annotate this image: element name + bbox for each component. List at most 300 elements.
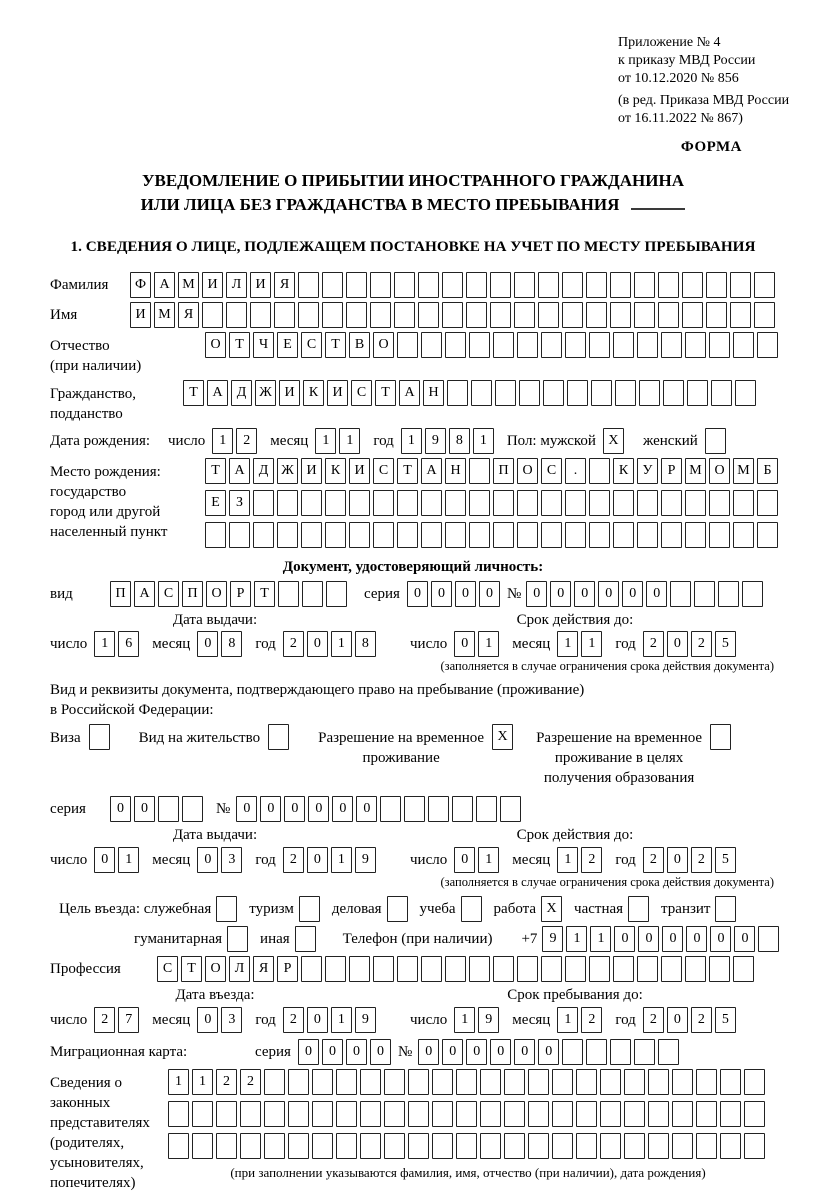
char-box: 2: [643, 1007, 664, 1033]
char-box: И: [250, 272, 271, 298]
char-box: 1: [473, 428, 494, 454]
permit-number-cells: [236, 796, 524, 822]
char-box: 2: [691, 847, 712, 873]
doc-dates: Дата выдачи: число 1 6 месяц 0 8 год 2 0 1 8 Срок действия до: число 0 1 месяц 1 1 год 2 0 2 5: [50, 611, 776, 658]
char-box: [709, 522, 730, 548]
char-box: [205, 522, 226, 548]
char-box: 0: [538, 1039, 559, 1065]
char-box: [158, 796, 179, 822]
char-box: [586, 272, 607, 298]
char-box: [326, 581, 347, 607]
purpose-other-checkbox: [295, 926, 319, 952]
purpose-study-checkbox: [461, 896, 485, 922]
doc-valid-day-cells: [454, 631, 502, 657]
char-box: 0: [454, 631, 475, 657]
char-box: [325, 490, 346, 516]
char-box: [476, 796, 497, 822]
profession-label: Профессия: [50, 961, 121, 977]
field-representatives: [50, 1069, 776, 1193]
char-box: [397, 332, 418, 358]
doc-valid-month-cells: [557, 631, 605, 657]
doc-kind-cells: [110, 581, 350, 607]
char-box: [706, 302, 727, 328]
char-box: М: [685, 458, 706, 484]
char-box: 2: [216, 1069, 237, 1095]
representatives-row2-cells: [168, 1101, 768, 1127]
char-box: 5: [715, 847, 736, 873]
char-box: Б: [757, 458, 778, 484]
entry-month-cells: [197, 1007, 245, 1033]
char-box: 0: [598, 581, 619, 607]
char-box: Я: [253, 956, 274, 982]
char-box: [447, 380, 468, 406]
char-box: [466, 272, 487, 298]
char-box: А: [229, 458, 250, 484]
char-box: [469, 458, 490, 484]
char-box: [418, 272, 439, 298]
char-box: П: [110, 581, 131, 607]
char-box: [615, 380, 636, 406]
char-box: 1: [168, 1069, 189, 1095]
char-box: [493, 332, 514, 358]
option-visa: Виза: [50, 724, 113, 750]
patronymic-label: Отчество (при наличии): [50, 337, 142, 374]
char-box: [216, 1133, 237, 1159]
field-permit-series-number: [50, 796, 776, 822]
patronymic-cells: [205, 332, 781, 358]
char-box: 0: [454, 847, 475, 873]
field-citizenship: [50, 380, 776, 424]
char-box: [710, 724, 731, 750]
stay-month-cells: [557, 1007, 605, 1033]
char-box: 9: [355, 847, 376, 873]
char-box: Е: [277, 332, 298, 358]
char-box: Т: [375, 380, 396, 406]
char-box: [517, 522, 538, 548]
sex-female-checkbox: [705, 428, 729, 454]
char-box: [456, 1133, 477, 1159]
field-migration-card: [50, 1039, 776, 1065]
char-box: 9: [425, 428, 446, 454]
blank-underline: [631, 194, 685, 210]
char-box: [168, 1133, 189, 1159]
char-box: Т: [205, 458, 226, 484]
char-box: [661, 522, 682, 548]
char-box: [517, 956, 538, 982]
char-box: [744, 1069, 765, 1095]
char-box: [490, 302, 511, 328]
doc-valid-year-cells: [643, 631, 739, 657]
char-box: [696, 1069, 717, 1095]
char-box: А: [421, 458, 442, 484]
char-box: [301, 490, 322, 516]
purpose-official-checkbox: [216, 896, 240, 922]
char-box: 0: [490, 1039, 511, 1065]
char-box: 0: [298, 1039, 319, 1065]
char-box: [432, 1069, 453, 1095]
permit-issue-year-cells: [283, 847, 379, 873]
field-surname: [50, 272, 776, 298]
char-box: [500, 796, 521, 822]
char-box: [182, 796, 203, 822]
char-box: [432, 1133, 453, 1159]
purpose-other-label: иная: [260, 931, 290, 947]
char-box: [504, 1133, 525, 1159]
char-box: Ж: [277, 458, 298, 484]
char-box: [682, 272, 703, 298]
sex-female-label: женский: [642, 432, 698, 449]
char-box: 1: [212, 428, 233, 454]
char-box: [624, 1133, 645, 1159]
sex-male-checkbox: [603, 428, 627, 454]
char-box: Т: [325, 332, 346, 358]
char-box: [610, 1039, 631, 1065]
char-box: 0: [110, 796, 131, 822]
char-box: [705, 428, 726, 454]
char-box: О: [517, 458, 538, 484]
char-box: [471, 380, 492, 406]
char-box: [685, 490, 706, 516]
char-box: 2: [691, 1007, 712, 1033]
char-box: [528, 1133, 549, 1159]
char-box: 1: [557, 1007, 578, 1033]
char-box: 3: [221, 847, 242, 873]
char-box: [709, 956, 730, 982]
char-box: С: [351, 380, 372, 406]
representatives-row3-cells: [168, 1133, 768, 1159]
char-box: 8: [355, 631, 376, 657]
char-box: [466, 302, 487, 328]
char-box: Р: [661, 458, 682, 484]
char-box: Л: [229, 956, 250, 982]
char-box: И: [349, 458, 370, 484]
temp-residence-education-checkbox: [710, 724, 734, 750]
char-box: [493, 522, 514, 548]
annex-line: Приложение № 4: [618, 35, 721, 50]
char-box: [301, 522, 322, 548]
char-box: 0: [466, 1039, 487, 1065]
doc-issue-day-cells: [94, 631, 142, 657]
purpose-business-checkbox: [387, 896, 411, 922]
char-box: 2: [643, 847, 664, 873]
char-box: 0: [197, 847, 218, 873]
char-box: [192, 1101, 213, 1127]
sex-male-label: Пол: мужской: [506, 432, 596, 449]
char-box: [757, 522, 778, 548]
char-box: 0: [308, 796, 329, 822]
char-box: [754, 302, 775, 328]
char-box: 6: [118, 631, 139, 657]
char-box: 0: [662, 926, 683, 952]
char-box: М: [178, 272, 199, 298]
char-box: [758, 926, 779, 952]
char-box: М: [154, 302, 175, 328]
char-box: [432, 1101, 453, 1127]
char-box: 0: [514, 1039, 535, 1065]
char-box: [456, 1101, 477, 1127]
char-box: [637, 332, 658, 358]
permit-dates: Дата выдачи: число 0 1 месяц 0 3 год 2 0 1 9 Срок действия до: число 0 1 месяц 1 2 год 2 0 2 5: [50, 826, 776, 873]
char-box: [380, 796, 401, 822]
char-box: 0: [356, 796, 377, 822]
char-box: [730, 272, 751, 298]
char-box: [670, 581, 691, 607]
char-box: 1: [94, 631, 115, 657]
char-box: [264, 1101, 285, 1127]
char-box: [538, 302, 559, 328]
char-box: А: [134, 581, 155, 607]
char-box: О: [205, 332, 226, 358]
char-box: [658, 1039, 679, 1065]
char-box: [696, 1101, 717, 1127]
char-box: [538, 272, 559, 298]
stay-until-label: Срок пребывания до:: [507, 987, 643, 1003]
char-box: [541, 522, 562, 548]
char-box: [541, 490, 562, 516]
field-profession: [50, 956, 776, 982]
char-box: Т: [397, 458, 418, 484]
char-box: 7: [118, 1007, 139, 1033]
char-box: 0: [667, 631, 688, 657]
char-box: [312, 1069, 333, 1095]
char-box: [661, 490, 682, 516]
representatives-label: Сведения о законных представителях (родителях, усыновителях, попечителях): [50, 1074, 150, 1191]
char-box: [687, 380, 708, 406]
char-box: З: [229, 490, 250, 516]
char-box: [661, 956, 682, 982]
form-title: [50, 169, 776, 217]
permit-number-label: №: [216, 801, 231, 818]
char-box: 1: [566, 926, 587, 952]
form-title-line2: ИЛИ ЛИЦА БЕЗ ГРАЖДАНСТВА В МЕСТО ПРЕБЫВАНИЯ: [50, 193, 776, 217]
char-box: 0: [442, 1039, 463, 1065]
char-box: 2: [691, 631, 712, 657]
char-box: [394, 302, 415, 328]
birth-place-row2-cells: [205, 490, 781, 516]
char-box: [325, 956, 346, 982]
char-box: 0: [322, 1039, 343, 1065]
char-box: [733, 490, 754, 516]
field-entry-purpose-2: [125, 926, 776, 952]
char-box: [733, 332, 754, 358]
char-box: [349, 522, 370, 548]
char-box: 1: [331, 631, 352, 657]
char-box: [586, 1039, 607, 1065]
char-box: С: [157, 956, 178, 982]
char-box: [541, 956, 562, 982]
surname-label: Фамилия: [50, 276, 109, 293]
char-box: О: [373, 332, 394, 358]
field-patronymic: [50, 332, 776, 376]
char-box: Я: [274, 272, 295, 298]
char-box: [322, 302, 343, 328]
migration-card-label: Миграционная карта:: [50, 1043, 188, 1060]
char-box: [301, 956, 322, 982]
char-box: [634, 302, 655, 328]
purpose-business-label: деловая: [331, 901, 382, 917]
char-box: [226, 302, 247, 328]
char-box: [565, 522, 586, 548]
char-box: [325, 522, 346, 548]
char-box: [312, 1101, 333, 1127]
char-box: [634, 272, 655, 298]
char-box: [264, 1133, 285, 1159]
char-box: И: [327, 380, 348, 406]
char-box: [349, 490, 370, 516]
char-box: С: [301, 332, 322, 358]
field-birth-date: [50, 428, 776, 454]
doc-issue-year-cells: [283, 631, 379, 657]
char-box: Л: [226, 272, 247, 298]
char-box: Р: [230, 581, 251, 607]
permit-series-label: серия: [50, 801, 86, 818]
char-box: Я: [178, 302, 199, 328]
char-box: [672, 1069, 693, 1095]
char-box: [685, 956, 706, 982]
char-box: Е: [205, 490, 226, 516]
char-box: Н: [423, 380, 444, 406]
char-box: [672, 1101, 693, 1127]
char-box: [517, 490, 538, 516]
char-box: 0: [734, 926, 755, 952]
char-box: [202, 302, 223, 328]
char-box: С: [541, 458, 562, 484]
char-box: [370, 272, 391, 298]
char-box: [718, 581, 739, 607]
char-box: [682, 302, 703, 328]
char-box: [733, 522, 754, 548]
char-box: [322, 272, 343, 298]
char-box: А: [399, 380, 420, 406]
char-box: [360, 1133, 381, 1159]
char-box: [600, 1069, 621, 1095]
char-box: [373, 490, 394, 516]
char-box: 0: [370, 1039, 391, 1065]
char-box: [637, 956, 658, 982]
permit-valid-day-cells: [454, 847, 502, 873]
char-box: [567, 380, 588, 406]
char-box: [589, 956, 610, 982]
char-box: [519, 380, 540, 406]
profession-cells: [157, 956, 757, 982]
char-box: 1: [315, 428, 336, 454]
birth-place-row3-cells: [205, 522, 781, 548]
char-box: 0: [526, 581, 547, 607]
char-box: 3: [221, 1007, 242, 1033]
char-box: [404, 796, 425, 822]
char-box: А: [207, 380, 228, 406]
char-box: 0: [407, 581, 428, 607]
annex-edit-note: [618, 92, 828, 128]
char-box: [514, 272, 535, 298]
char-box: X: [541, 896, 562, 922]
char-box: 0: [307, 1007, 328, 1033]
char-box: И: [130, 302, 151, 328]
entry-year-cells: [283, 1007, 379, 1033]
representatives-note: (при заполнении указываются фамилия, имя, отчество (при наличии), дата рождения): [230, 1164, 706, 1180]
char-box: [624, 1069, 645, 1095]
char-box: [565, 332, 586, 358]
char-box: 8: [449, 428, 470, 454]
char-box: Т: [254, 581, 275, 607]
char-box: [384, 1133, 405, 1159]
char-box: И: [202, 272, 223, 298]
char-box: 0: [479, 581, 500, 607]
char-box: [720, 1133, 741, 1159]
char-box: [240, 1133, 261, 1159]
residence-permit-checkbox: [268, 724, 292, 750]
char-box: 1: [454, 1007, 475, 1033]
char-box: Р: [277, 956, 298, 982]
char-box: [298, 302, 319, 328]
char-box: [360, 1069, 381, 1095]
char-box: О: [205, 956, 226, 982]
char-box: [706, 272, 727, 298]
char-box: 0: [307, 847, 328, 873]
char-box: [384, 1069, 405, 1095]
char-box: 1: [118, 847, 139, 873]
char-box: [648, 1069, 669, 1095]
option-temp-residence-education: Разрешение на временное проживание в целях получения образования: [536, 724, 734, 788]
permit-issue-date-label: Дата выдачи:: [172, 827, 258, 844]
permit-issue-month-cells: [197, 847, 245, 873]
char-box: [696, 1133, 717, 1159]
char-box: [730, 302, 751, 328]
char-box: [461, 896, 482, 922]
char-box: [504, 1101, 525, 1127]
purpose-transit-checkbox: [715, 896, 739, 922]
purpose-official-label: Цель въезда: служебная: [59, 901, 212, 917]
char-box: О: [206, 581, 227, 607]
char-box: [394, 272, 415, 298]
char-box: [624, 1101, 645, 1127]
char-box: [387, 896, 408, 922]
char-box: [346, 302, 367, 328]
char-box: 2: [240, 1069, 261, 1095]
stay-day-cells: [454, 1007, 502, 1033]
char-box: [229, 522, 250, 548]
char-box: 1: [590, 926, 611, 952]
char-box: 1: [401, 428, 422, 454]
char-box: 8: [221, 631, 242, 657]
char-box: [397, 522, 418, 548]
char-box: [517, 332, 538, 358]
char-box: [428, 796, 449, 822]
citizenship-cells: [183, 380, 759, 406]
char-box: 9: [542, 926, 563, 952]
name-cells: [130, 302, 778, 328]
char-box: [253, 490, 274, 516]
char-box: [274, 302, 295, 328]
char-box: [312, 1133, 333, 1159]
char-box: [576, 1101, 597, 1127]
doc-number-label: №: [506, 585, 522, 602]
char-box: Т: [181, 956, 202, 982]
char-box: [299, 896, 320, 922]
char-box: [562, 272, 583, 298]
char-box: 0: [197, 631, 218, 657]
mig-number-label: №: [397, 1043, 413, 1060]
char-box: [288, 1101, 309, 1127]
annex-header: [618, 34, 828, 128]
char-box: [543, 380, 564, 406]
char-box: И: [279, 380, 300, 406]
month-label: месяц: [270, 432, 309, 449]
char-box: [589, 458, 610, 484]
char-box: [742, 581, 763, 607]
purpose-study-label: учеба: [419, 901, 456, 917]
entry-stay-dates: Дата въезда: число 2 7 месяц 0 3 год 2 0 1 9 Срок пребывания до: число 1 9 месяц 1 2 год 2 0 2 5: [50, 986, 776, 1033]
